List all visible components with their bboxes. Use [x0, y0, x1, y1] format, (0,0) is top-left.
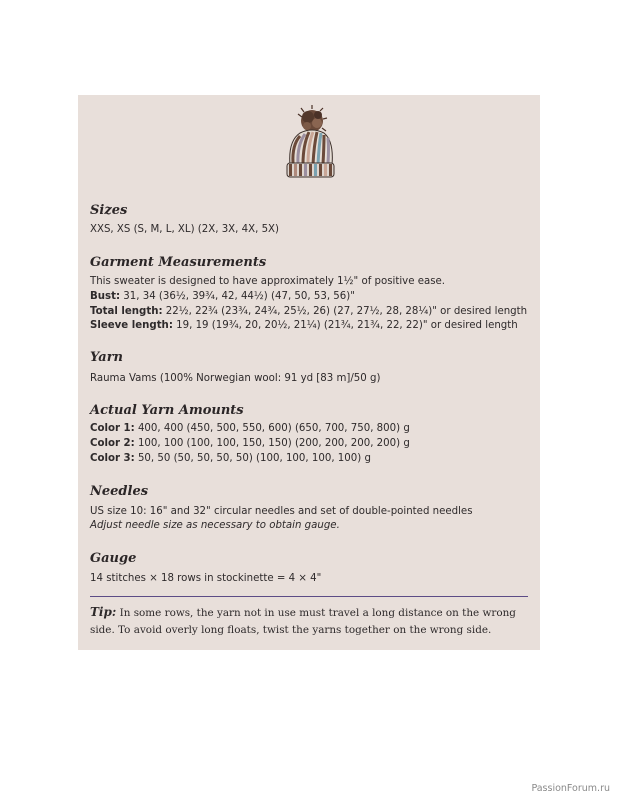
color-2-label: Color 2: — [90, 438, 135, 449]
gauge-heading: Gauge — [90, 551, 137, 566]
gauge-text: 14 stitches × 18 rows in stockinette = 4 × 4" — [90, 573, 322, 584]
color-2-value: 100, 100 (100, 100, 150, 150) (200, 200, 200, 200) g — [134, 438, 410, 449]
sleeve-length-label: Sleeve length: — [90, 320, 173, 331]
yarn-amounts-heading: Actual Yarn Amounts — [90, 403, 244, 418]
sizes-heading: Sizes — [90, 203, 128, 218]
pattern-info-panel — [78, 95, 540, 650]
color-3-line — [90, 452, 371, 465]
tip-box — [90, 604, 530, 639]
bust-line — [90, 290, 355, 303]
color-2-line — [90, 437, 410, 450]
needles-text: US size 10: 16" and 32" circular needles and set of double-pointed needles — [90, 506, 473, 517]
needles-heading: Needles — [90, 484, 149, 499]
color-3-value: 50, 50 (50, 50, 50, 50) (100, 100, 100, 100) g — [134, 453, 371, 464]
hat-brim — [287, 163, 334, 177]
bust-value: 31, 34 (36½, 39¾, 42, 44½) (47, 50, 53, 56)" — [120, 291, 355, 302]
color-1-label: Color 1: — [90, 423, 135, 434]
total-length-value: 22½, 22¾ (23¾, 24¾, 25½, 26) (27, 27½, 28, 28¼)" or desired length — [162, 306, 528, 317]
yarn-heading: Yarn — [90, 350, 123, 365]
section-divider — [90, 596, 528, 597]
sleeve-length-value: 19, 19 (19¾, 20, 20½, 21¼) (21¾, 21¾, 22, 22)" or desired length — [172, 320, 518, 331]
garment-measurements-heading: Garment Measurements — [90, 255, 267, 270]
sleeve-length-line — [90, 319, 518, 332]
ease-text: This sweater is designed to have approximately 1½" of positive ease. — [90, 276, 446, 287]
color-1-line — [90, 422, 410, 435]
needles-note: Adjust needle size as necessary to obtain gauge. — [90, 520, 340, 531]
watermark: PassionForum.ru — [531, 783, 610, 794]
bust-label: Bust: — [90, 291, 121, 302]
tip-label: Tip: — [90, 605, 117, 619]
sizes-text: XXS, XS (S, M, L, XL) (2X, 3X, 4X, 5X) — [90, 224, 280, 235]
knitted-hat-icon — [278, 105, 340, 181]
color-3-label: Color 3: — [90, 453, 135, 464]
color-1-value: 400, 400 (450, 500, 550, 600) (650, 700, 750, 800) g — [134, 423, 410, 434]
hat-body — [290, 130, 333, 165]
yarn-text: Rauma Vams (100% Norwegian wool: 91 yd [83 m]/50 g) — [90, 373, 381, 384]
tip-text: In some rows, the yarn not in use must travel a long distance on the wrong side. To avoid overly long floats, twist the yarns together on the wrong side. — [90, 607, 516, 636]
total-length-label: Total length: — [90, 306, 163, 317]
total-length-line — [90, 305, 527, 318]
